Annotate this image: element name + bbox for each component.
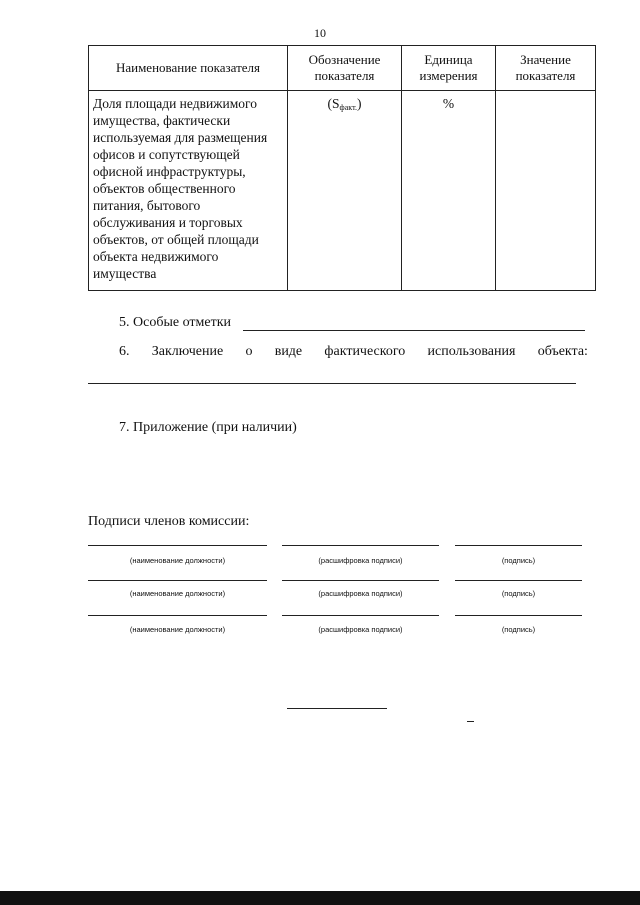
- position-caption: (наименование должности): [129, 589, 226, 598]
- section6-word: фактического: [324, 344, 406, 359]
- indicators-table: [88, 45, 596, 291]
- signature-line: [455, 580, 582, 581]
- decoding-caption: (расшифровка подписи): [318, 589, 403, 598]
- cell-unit: %: [402, 91, 496, 291]
- signature-caption: (подпись): [501, 556, 536, 565]
- position-line: [88, 545, 267, 546]
- position-caption: (наименование должности): [129, 625, 226, 634]
- header-indicator-name: Наименование показателя: [89, 46, 288, 91]
- section6-line: [119, 344, 588, 360]
- symbol-text: (S: [327, 96, 340, 111]
- position-caption: (наименование должности): [129, 556, 226, 565]
- section5-fill-line: [243, 330, 585, 331]
- signatures-heading: Подписи членов комиссии:: [88, 514, 250, 529]
- section6-number: 6.: [119, 344, 130, 359]
- section6-word: объекта:: [537, 344, 588, 359]
- symbol-subscript: факт.: [339, 103, 357, 112]
- section6-word: о: [245, 344, 253, 359]
- signature-line: [455, 615, 582, 616]
- symbol-close: ): [356, 96, 362, 111]
- decoding-caption: (расшифровка подписи): [318, 556, 403, 565]
- decoding-line: [282, 580, 439, 581]
- decoding-line: [282, 545, 439, 546]
- position-line: [88, 615, 267, 616]
- header-unit: Единица измерения: [402, 46, 496, 91]
- cell-indicator-name: Доля площади недвижимого имущества, фактически используемая для размещения офисов и сопутствующей офисной инфраструктуры, объектов общественного питания, бытового обслуживания и торговых объектов, от общей площади объекта недвижимого имущества: [89, 91, 288, 291]
- section6-fill-line: [88, 383, 576, 384]
- cell-value: [496, 91, 596, 291]
- scan-bottom-edge: [0, 891, 640, 905]
- section5-label: 5. Особые отметки: [119, 315, 231, 330]
- cell-indicator-symbol: [288, 91, 402, 291]
- section6-word: использования: [427, 344, 516, 359]
- decoding-line: [282, 615, 439, 616]
- scan-mark: [467, 721, 474, 722]
- header-value: Значение показателя: [496, 46, 596, 91]
- header-indicator-symbol: Обозначение показателя: [288, 46, 402, 91]
- table-header-row: [89, 46, 596, 91]
- closing-divider: [287, 708, 387, 709]
- section6-word: Заключение: [151, 344, 224, 359]
- position-line: [88, 580, 267, 581]
- section7-label: 7. Приложение (при наличии): [119, 420, 297, 435]
- page-number: 10: [314, 26, 326, 40]
- decoding-caption: (расшифровка подписи): [318, 625, 403, 634]
- signature-caption: (подпись): [501, 589, 536, 598]
- section6-word: виде: [274, 344, 303, 359]
- signature-caption: (подпись): [501, 625, 536, 634]
- signature-line: [455, 545, 582, 546]
- table-row: [89, 91, 596, 291]
